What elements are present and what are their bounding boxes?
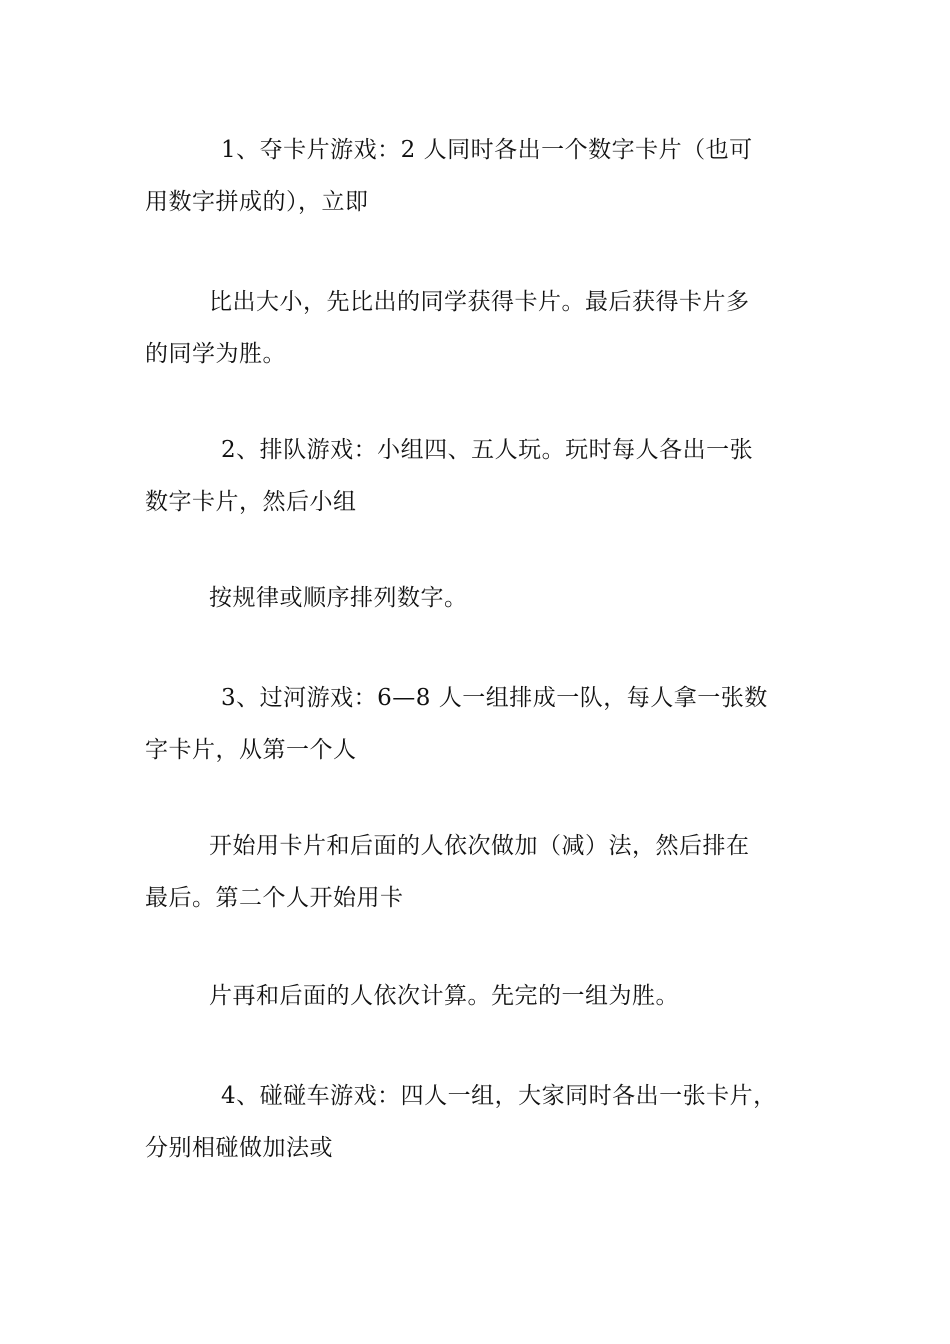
paragraph-line: 按规律或顺序排列数字。: [209, 585, 468, 611]
paragraph-line: 比出大小，先比出的同学获得卡片。最后获得卡片多: [209, 289, 750, 315]
paragraph-line: 用数字拼成的），立即: [145, 189, 369, 215]
paragraph-line: 分别相碰做加法或: [145, 1135, 333, 1161]
paragraph-queue-rules: [145, 572, 810, 624]
paragraph-queue-game: [145, 424, 810, 528]
paragraph-card-grab-game: [145, 124, 810, 228]
paragraph-line: 字卡片，从第一个人: [145, 737, 357, 763]
paragraph-line: 2、排队游戏：小组四、五人玩。玩时每人各出一张: [221, 437, 754, 463]
paragraph-river-game: [145, 672, 810, 776]
paragraph-line: 最后。第二个人开始用卡: [145, 885, 404, 911]
paragraph-line: 3、过河游戏：6—8 人一组排成一队，每人拿一张数: [221, 685, 768, 711]
paragraph-line: 片再和后面的人依次计算。先完的一组为胜。: [209, 983, 679, 1009]
paragraph-line: 4、碰碰车游戏：四人一组，大家同时各出一张卡片，: [221, 1083, 777, 1109]
paragraph-river-rules-1: [145, 820, 810, 924]
paragraph-line: 的同学为胜。: [145, 341, 286, 367]
paragraph-line: 开始用卡片和后面的人依次做加（减）法，然后排在: [209, 833, 750, 859]
paragraph-river-rules-2: [145, 970, 810, 1022]
paragraph-bumper-car-game: [145, 1070, 810, 1174]
paragraph-line: 数字卡片，然后小组: [145, 489, 357, 515]
paragraph-line: 1、夺卡片游戏：2 人同时各出一个数字卡片（也可: [221, 137, 753, 163]
paragraph-card-grab-rules: [145, 276, 810, 380]
